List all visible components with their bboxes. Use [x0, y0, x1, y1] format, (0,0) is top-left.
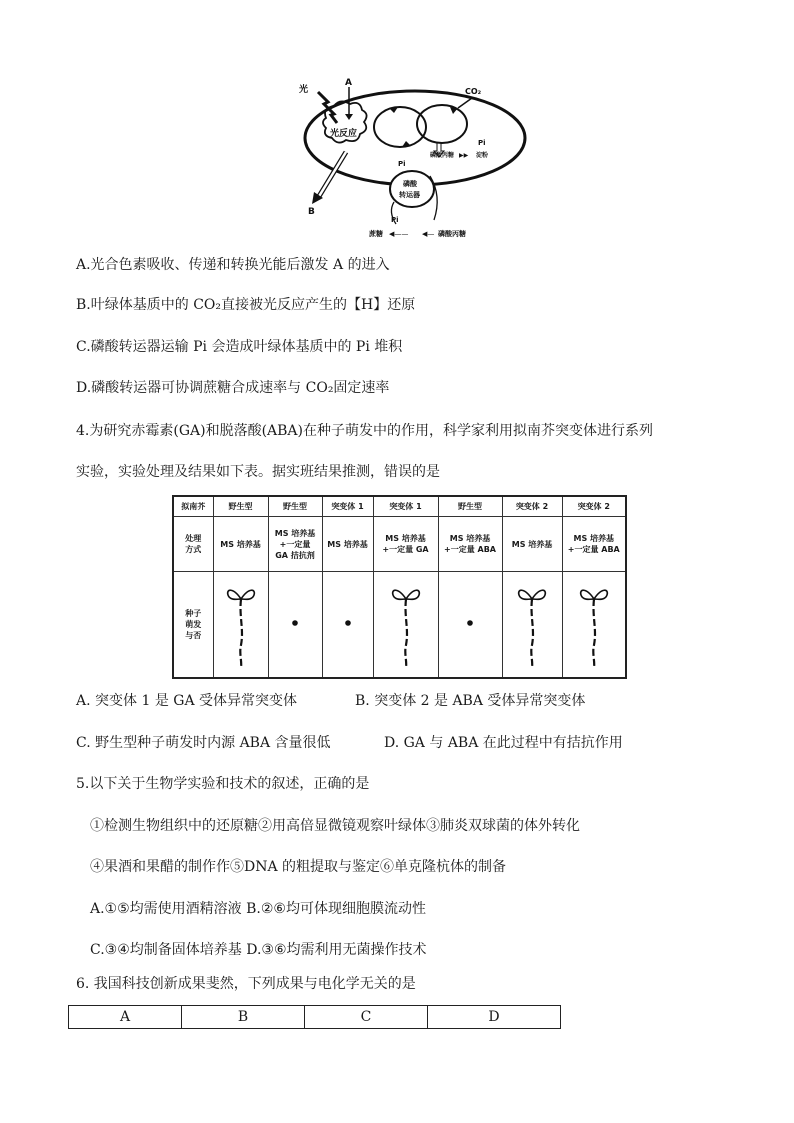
- cycle-circle-right: [417, 105, 467, 143]
- treatment-cell: MS 培养基: [322, 517, 373, 572]
- seedling-icon: [577, 577, 611, 669]
- q5-options-cd: C.③④均制备固体培养基 D.③⑥均需利用无菌操作技术: [90, 942, 427, 958]
- q6-stem: 6. 我国科技创新成果斐然，下列成果与电化学无关的是: [76, 976, 416, 992]
- seedling-icon: [515, 577, 549, 669]
- germination-result: [502, 572, 562, 679]
- pi-top-label: Pi: [478, 139, 486, 147]
- germination-result: [268, 572, 322, 679]
- q3-option-a: A.光合色素吸收、传递和转换光能后激发 A 的进入: [76, 257, 390, 273]
- table-header-cell: 突变体 1: [322, 496, 373, 517]
- table-header-cell: 野生型: [438, 496, 502, 517]
- svg-text:▶▶: ▶▶: [459, 152, 469, 159]
- seed-dot-icon: [290, 618, 300, 628]
- table-header-cell: 野生型: [268, 496, 322, 517]
- q5-options-ab: A.①⑤均需使用酒精溶液 B.②⑥均可体现细胞膜流动性: [90, 901, 426, 917]
- q6-options-row: [69, 1006, 561, 1029]
- triose-inner-label: 磷酸丙糖: [430, 152, 455, 159]
- q5-items-line-1: ①检测生物组织中的还原糖②用高倍显微镜观察叶绿体③肺炎双球菌的体外转化: [90, 818, 580, 834]
- table-row-germination: [173, 572, 626, 679]
- table-header-cell: 突变体 2: [502, 496, 562, 517]
- chloroplast-diagram: [290, 76, 530, 244]
- light-label: 光: [299, 85, 309, 95]
- q3-option-d: D.磷酸转运器可协调蔗糖合成速率与 CO₂固定速率: [76, 380, 390, 396]
- treatment-cell: MS 培养基: [213, 517, 268, 572]
- q4-option-a: A. 突变体 1 是 GA 受体异常突变体: [76, 693, 298, 709]
- seed-dot-icon: [343, 618, 353, 628]
- transporter-label-1: 磷酸: [403, 180, 417, 188]
- q6-column-b: B: [182, 1006, 305, 1029]
- row-label-treatment: 处理 方式: [173, 517, 213, 572]
- q4-option-d: D. GA 与 ABA 在此过程中有拮抗作用: [384, 735, 623, 751]
- germination-result: [322, 572, 373, 679]
- transporter-oval: [390, 171, 434, 207]
- q3-option-b: B.叶绿体基质中的 CO₂直接被光反应产生的【H】还原: [76, 297, 416, 313]
- seedling-icon: [389, 577, 423, 669]
- germination-result: [562, 572, 626, 679]
- germination-result: [213, 572, 268, 679]
- q4-option-b: B. 突变体 2 是 ABA 受体异常突变体: [355, 693, 586, 709]
- q6-options-table: [68, 1005, 561, 1029]
- treatment-cell: MS 培养基 +一定量 GA: [373, 517, 438, 572]
- table-header-cell: 拟南芥: [173, 496, 213, 517]
- treatment-cell: MS 培养基: [502, 517, 562, 572]
- seedling-icon: [224, 577, 258, 669]
- table-header-cell: 野生型: [213, 496, 268, 517]
- transporter-label-2: 转运器: [399, 191, 420, 199]
- row-label-germination: 种子 萌发 与否: [173, 572, 213, 679]
- b-label: B: [308, 207, 315, 217]
- treatment-cell: MS 培养基 +一定量 ABA: [562, 517, 626, 572]
- table-header-row: [173, 496, 626, 517]
- table-header-cell: 突变体 1: [373, 496, 438, 517]
- co2-label: CO₂: [465, 87, 482, 96]
- q5-items-line-2: ④果酒和果醋的制作作⑤DNA 的粗提取与鉴定⑥单克隆杭体的制备: [90, 859, 507, 875]
- pi-bottom-label: Pi: [391, 216, 399, 224]
- q6-column-c: C: [305, 1006, 428, 1029]
- a-label: A: [345, 78, 352, 88]
- seed-dot-icon: [465, 618, 475, 628]
- q4-stem-line-1: 4.为研究赤霉素(GA)和脱落酸(ABA)在种子萌发中的作用，科学家利用拟南芥突变体进行系列: [76, 423, 654, 439]
- q4-option-c: C. 野生型种子萌发时内源 ABA 含量很低: [76, 735, 331, 751]
- q3-option-c: C.磷酸转运器运输 Pi 会造成叶绿体基质中的 Pi 堆积: [76, 339, 403, 355]
- treatment-cell: MS 培养基 +一定量 ABA: [438, 517, 502, 572]
- germination-result: [438, 572, 502, 679]
- q4-stem-line-2: 实验，实验处理及结果如下表。据实班结果推测，错误的是: [76, 464, 440, 480]
- q6-column-d: D: [428, 1006, 561, 1029]
- table-row-treatment: [173, 517, 626, 572]
- light-reaction-label: 光反应: [330, 129, 358, 139]
- starch-label: 淀粉: [476, 152, 489, 159]
- q5-stem: 5.以下关于生物学实验和技术的叙述，正确的是: [76, 776, 370, 792]
- q6-column-a: A: [69, 1006, 182, 1029]
- triose-outer-label: 磷酸丙糖: [438, 230, 466, 238]
- sucrose-label: 蔗糖: [369, 230, 383, 238]
- germination-result: [373, 572, 438, 679]
- svg-text:◀——: ◀——: [389, 230, 409, 238]
- treatment-cell: MS 培养基 +一定量 GA 拮抗剂: [268, 517, 322, 572]
- q4-experiment-table: [172, 495, 627, 679]
- pi-mid-label: Pi: [398, 160, 406, 168]
- table-header-cell: 突变体 2: [562, 496, 626, 517]
- svg-text:◀—: ◀—: [422, 230, 435, 238]
